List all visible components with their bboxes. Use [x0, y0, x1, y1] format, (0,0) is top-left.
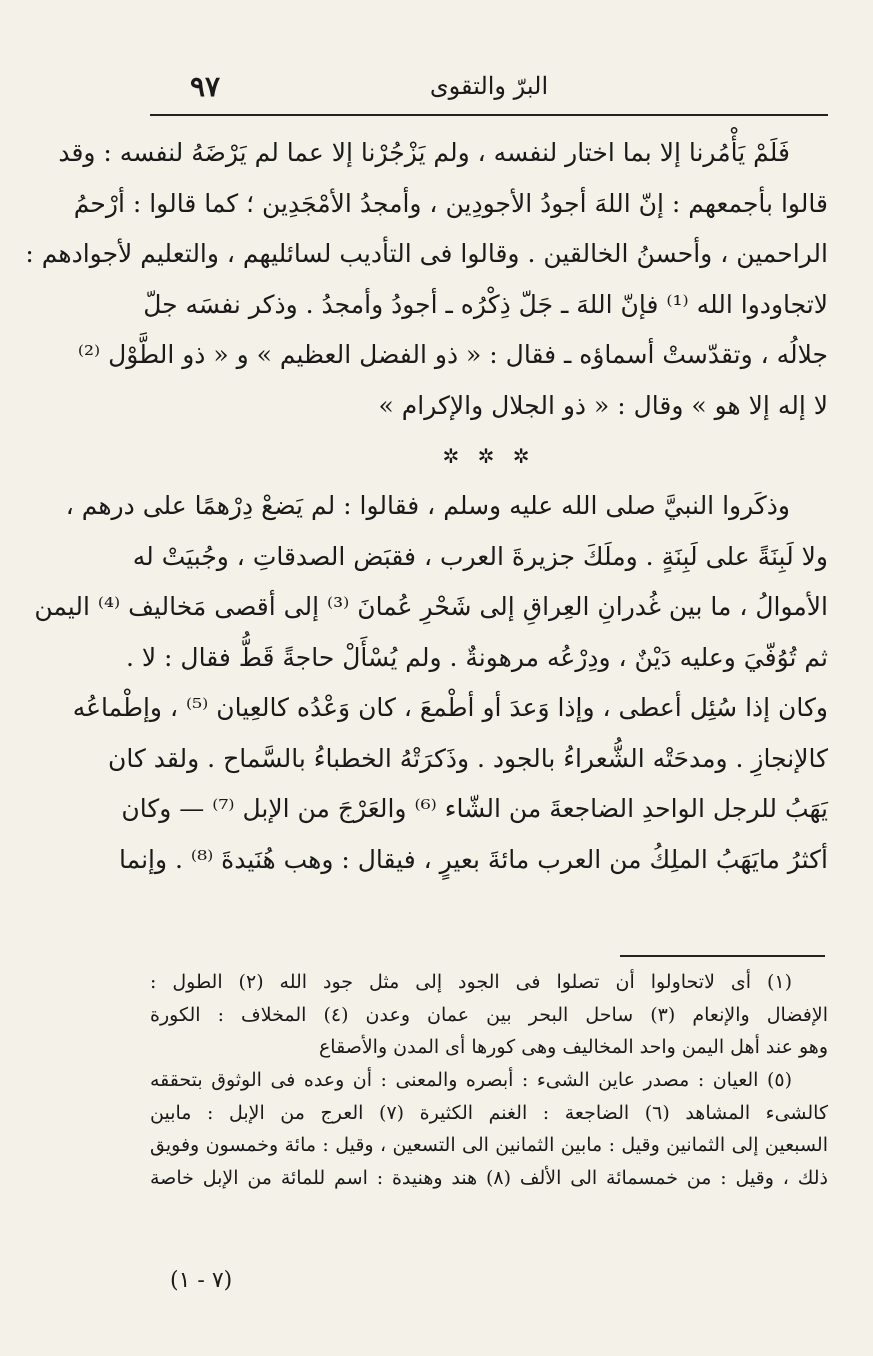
body-line: ولا لَبِنَةً على لَبِنَةٍ . وملَكَ جزيرةَ العرب ، فقبَض الصدقاتِ ، وجُبيَتْ له: [132, 541, 828, 571]
body-line: يَهَبُ للرجل الواحدِ الضاجعةَ من الشّاء ⁽⁶⁾ والعَرْجَ من الإبل ⁽⁷⁾ — وكان: [121, 794, 828, 823]
footnote-line: السبعين إلى الثمانين وقيل : مابين الثمانين الى التسعين ، وقيل : مائة وخمسون وفويق: [150, 1134, 828, 1157]
page-header: [150, 68, 828, 114]
running-title: البرّ والتقوى: [429, 72, 549, 100]
footnotes: [150, 966, 828, 1195]
body-line: فَلَمْ يَأْمُرنا إلا بما اختار لنفسه ، ولم يَزْجُرْنا إلا عما لم يَرْضَهُ لنفسه : وقد: [58, 138, 790, 167]
footnote-line: (١) أى لاتحاولوا أن تصلوا فى الجود إلى مثل جود الله (٢) الطول :: [150, 971, 793, 993]
body-line: أكثرُ مايَهَبُ الملِكُ من العرب مائةَ بعيرٍ ، فيقال : وهب هُنَيدةَ ⁽⁸⁾ . وإنما: [119, 844, 828, 874]
footnote-line: الإفضال والإنعام (٣) ساحل البحر بين عمان وعدن (٤) المخلاف : الكورة: [150, 1003, 828, 1026]
footnote-line: وهو عند أهل اليمن واحد المخاليف وهى كورها أى المدن والأصقاع: [318, 1036, 828, 1059]
body-line: جلالُه ، وتقدّستْ أسماؤه ـ فقال : « ذو الفضل العظيم » و « ذو الطَّوْل ⁽²⁾: [77, 340, 828, 369]
body-line: لاتجاودوا الله ⁽¹⁾ فإنّ اللهَ ـ جَلّ ذِكْرُه ـ أجودُ وأمجدُ . وذكر نفسَه جلّ: [143, 289, 828, 319]
footnote-line: كالشىء المشاهد (٦) الضاجعة : الغنم الكثيرة (٧) العرج من الإبل : مابين: [150, 1101, 828, 1124]
footnote-rule: [620, 955, 825, 957]
body-line: وذكَروا النبيَّ صلى الله عليه وسلم ، فقالوا : لم يَضعْ دِرْهمًا على درهم ،: [65, 491, 790, 520]
body-line: الأموالُ ، ما بين غُدرانِ العِراقِ إلى شَحْرِ عُمانَ ⁽³⁾ إلى أقصى مَخاليف ⁽⁴⁾ اليمن: [34, 592, 828, 621]
signature-mark: (٧ - ١): [170, 1268, 233, 1293]
body-text: [25, 128, 828, 885]
page-number: ٩٧: [190, 70, 221, 103]
footnote-line: (٥) العيان : مصدر عاين الشىء : أبصره والمعنى : أن وعده فى الوثوق بتحققه: [150, 1069, 792, 1092]
body-line: وكان إذا سُئِل أعطى ، وإذا وَعدَ أو أطْمعَ ، كان وَعْدُه كالعِيان ⁽⁵⁾ ، وإطْماعُه: [72, 693, 828, 722]
body-line: ثم تُوُفّيَ وعليه دَيْنٌ ، ودِرْعُه مرهونةٌ . ولم يُسْأَلْ حاجةً قَطُّ فقال : لا .: [125, 642, 828, 672]
header-rule: [150, 114, 828, 116]
section-separator: ✲ ✲ ✲: [442, 444, 536, 468]
footnote-line: ذلك ، وقيل : من خمسمائة الى الألف (٨) هند وهنيدة : اسم للمائة من الإبل خاصة: [150, 1167, 829, 1190]
body-line: كالإنجازِ . ومدحَتْه الشُّعراءُ بالجود . وذَكرَتْهُ الخطباءُ بالسَّماح . ولقد كان: [107, 743, 828, 773]
body-line: الراحمين ، وأحسنُ الخالقين . وقالوا فى التأديب لسائليهم ، والتعليم لأجوادهم :: [25, 239, 828, 268]
body-line: قالوا بأجمعهم : إنّ اللهَ أجودُ الأجودِين ، وأمجدُ الأمْجَدِين ؛ كما قالوا : أرْحمُ: [73, 188, 828, 218]
body-line: لا إله إلا هو » وقال : « ذو الجلال والإكرام »: [378, 390, 828, 420]
